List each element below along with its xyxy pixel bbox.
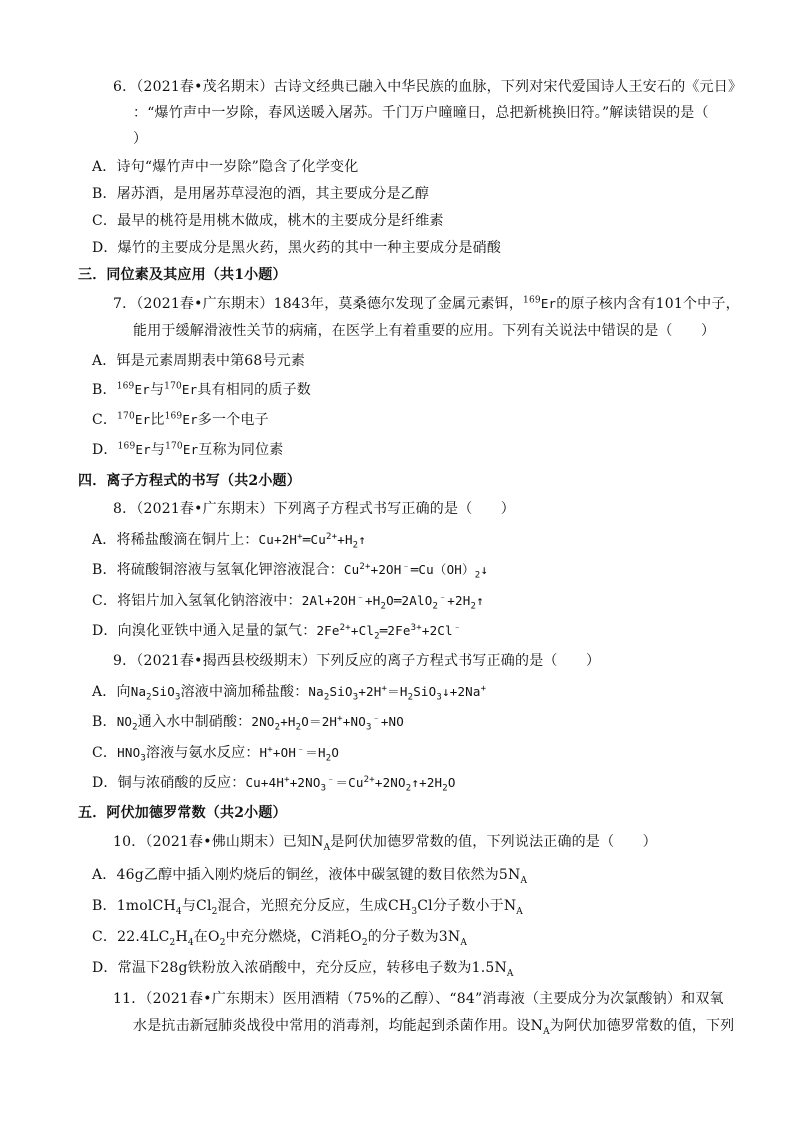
connector: 与 [149,382,165,398]
opt-text: 的分子数为3N [367,929,461,945]
subscript: A [516,906,523,917]
iso-mass-169: 169 [523,295,541,306]
equation: $Cu+2H^+═Cu^{2+}+H_2↑$ [258,531,367,551]
q10-stem [113,833,657,851]
subscript: 2 [361,937,368,948]
er-symbol: Er [134,382,150,397]
subscript: 3 [411,906,418,917]
q8-option-b [92,561,488,579]
stem-text: 10．（2021春•佛山期末）已知N [113,834,324,850]
equation: $Cu^{2+}+2OH^﹣═Cu(OH)_2↓$ [343,561,489,581]
section-3-heading: 三．同位素及其应用（共1小题） [78,267,287,283]
q6-option-d: D．爆竹的主要成分是黑火药，黑火药的其中一种主要成分是硝酸 [92,240,502,256]
q7-stem-line2: 能用于缓解滑液性关节的病痛，在医学上有着重要的应用。下列有关说法中错误的是（ ） [133,323,716,339]
equation: $Na_2SiO_3+2H^+=H_2SiO_3↓+2Na^+$ [308,683,487,703]
q10-option-a [92,866,527,884]
subscript: 2 [211,906,218,917]
stem-text: 为阿伏加德罗常数的值，下列 [549,1018,735,1034]
subscript: A [520,875,528,886]
q11-stem-line1: 11．（2021春•广东期末）医用酒精（75%的乙醇）、“84”消毒液（主要成分为次氯酸钠）和双氧 [113,991,724,1007]
opt-text: 溶液中滴加稀盐酸： [180,684,309,700]
subscript: 4 [187,937,194,948]
opt-text: C．22.4LC [92,929,170,945]
subscript: A [460,937,468,948]
opt-text: 溶液与氨水反应： [145,745,260,761]
q9-stem: 9．（2021春•揭西县校级期末）下列反应的离子方程式书写正确的是（ ） [113,653,601,669]
q6-option-c: C．最早的桃符是用桃木做成，桃木的主要成分是纤维素 [92,213,444,229]
opt-label: C． [92,412,118,428]
q8-option-d [92,622,462,640]
subscript: 2 [219,937,226,948]
opt-text: 与Cl [181,898,212,914]
q8-option-c [92,592,484,610]
subscript: A [323,842,331,853]
opt-text: A．将稀盐酸滴在铜片上： [92,532,259,548]
connector: 比 [150,412,165,428]
q11-stem-line2 [133,1017,734,1035]
opt-text: D．向溴化亚铁中通入足量的氯气： [92,623,317,639]
q6-stem-line3: ） [133,131,148,147]
iso-mass-170: 170 [117,411,135,422]
er-symbol: Er [134,412,151,427]
stem-text: 水是抗击新冠肺炎战役中常用的消毒剂，均能起到杀菌作用。设N [133,1018,544,1034]
q9-option-a [92,683,486,701]
equation: $H^++OH^﹣=H_2O$ [259,744,340,764]
iso-mass-169: 169 [117,441,136,452]
q9-option-c [92,744,339,762]
opt-text: Cl分子数小于N [417,898,517,914]
formula: $Na_2SiO_3$ [130,684,181,703]
opt-text: C．将铝片加入氢氧化钠溶液中： [92,593,302,609]
q7-stem-line1 [113,295,740,313]
formula: $HNO_3$ [117,745,146,764]
opt-text: 多一个电子 [197,412,269,428]
q7-option-a: A．铒是元素周期表中第68号元素 [92,353,306,369]
q10-option-c [92,928,467,946]
iso-mass-169: 169 [116,381,135,392]
q7-option-c [92,411,269,429]
iso-mass-169: 169 [164,411,183,422]
q10-option-d [92,959,514,977]
opt-text: 具有相同的质子数 [197,382,311,398]
opt-text: B．1molCH [92,898,176,914]
er-symbol: Er [182,442,199,457]
opt-text: 混合，光照充分反应，生成CH [217,898,412,914]
q9-option-b [92,713,404,731]
er-symbol: Er [181,382,198,397]
er-symbol: Er [135,442,151,457]
opt-label: C． [92,745,118,761]
opt-text: 中充分燃烧，C消耗O [225,929,362,945]
subscript: A [543,1026,550,1037]
iso-mass-170: 170 [164,381,182,392]
q10-option-b [92,897,523,915]
equation: $2NO_2+H_2O=2H^++NO_3^﹣+NO$ [251,713,404,733]
opt-text: D．铜与浓硝酸的反应： [92,775,246,791]
opt-text: D．常温下28g铁粉放入浓硝酸中，充分反应，转移电子数为1.5N [92,960,507,976]
connector: 与 [150,442,166,458]
section-5-heading: 五．阿伏加德罗常数（共2小题） [78,805,287,821]
opt-label: B． [92,714,117,730]
q6-stem-line1: 6．（2021春•茂名期末）古诗文经典已融入中华民族的血脉，下列对宋代爱国诗人王安石的《元日》 [113,79,743,95]
opt-label: B． [92,382,117,398]
opt-text: 互称为同位素 [198,442,284,458]
opt-label: D． [92,442,118,458]
stem-text: 是阿伏加德罗常数的值，下列说法正确的是（ ） [330,834,657,850]
formula: $NO_2$ [116,714,138,733]
q8-stem: 8．（2021春•广东期末）下列离子方程式书写正确的是（ ） [113,501,515,517]
er-symbol: Er [540,296,557,311]
equation: $2Al+2OH^﹣+H_2O═2AlO_2^﹣+2H_2↑$ [301,592,484,612]
equation: $2Fe^{2+}+Cl_2═2Fe^{3+}+2Cl^﹣$ [316,622,462,642]
q9-option-d [92,774,456,792]
opt-text: B．将硫酸铜溶液与氢氧化钾溶液混合： [92,562,344,578]
opt-text: 通入水中制硝酸： [137,714,252,730]
opt-text: A．向 [92,684,131,700]
q6-option-a: A．诗句“爆竹声中一岁除”隐含了化学变化 [92,159,359,175]
q7-option-b [92,381,311,399]
q7-text-b: 的原子核内含有101个中子， [556,296,740,312]
q7-text-a: 7．（2021春•广东期末）1843年，莫桑德尔发现了金属元素铒， [113,296,524,312]
section-4-heading: 四．离子方程式的书写（共2小题） [78,473,301,489]
iso-mass-170: 170 [165,441,183,452]
opt-text: 在O [193,929,220,945]
q6-option-b: B．屠苏酒，是用屠苏草浸泡的酒，其主要成分是乙醇 [92,186,430,202]
q6-stem-line2: ：“爆竹声中一岁除，春风送暖入屠苏。千门万户曈曈日，总把新桃换旧符。”解读错误的是（ [133,105,709,121]
q8-option-a [92,531,366,549]
equation: $Cu+4H^++2NO_3^﹣=Cu^{2+}+2NO_2↑+2H_2O$ [245,774,456,794]
er-symbol: Er [182,412,198,427]
subscript: 2 [169,937,176,948]
opt-text: H [175,929,188,945]
opt-text: A．46g乙醇中插入刚灼烧后的铜丝，液体中碳氢键的数目依然为5N [92,867,521,883]
q7-option-d [92,441,284,459]
subscript: A [506,968,514,979]
subscript: 4 [175,906,182,917]
